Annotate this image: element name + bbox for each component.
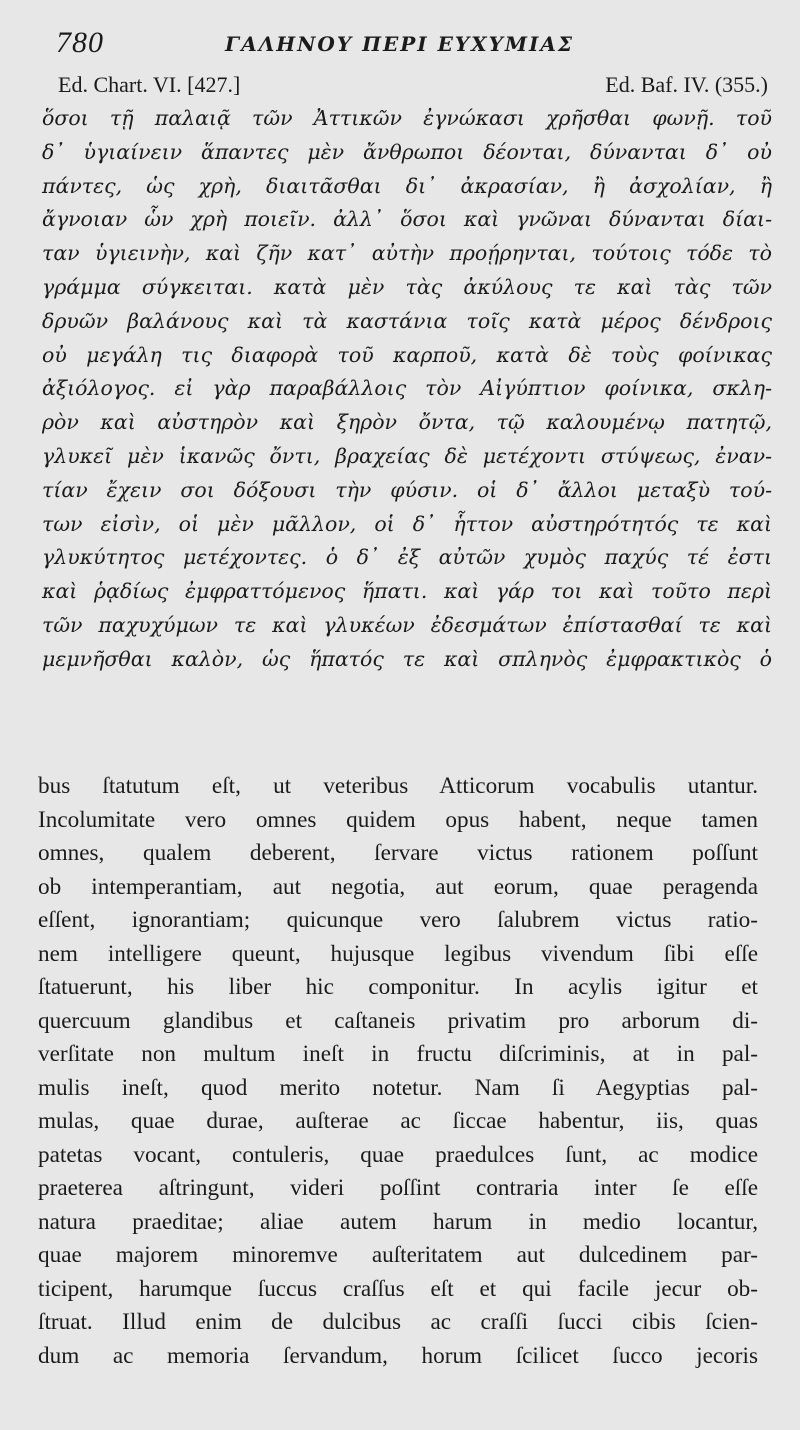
latin-line: eſſent, ignorantiam; quicunque vero ſalubrem victus ratio-: [38, 907, 758, 933]
greek-line: οὐ μεγάλη τις διαφορὰ τοῦ καρποῦ, κατὰ δὲ τοὺς φοίνικας: [42, 342, 772, 367]
latin-line: bus ſtatutum eſt, ut veteribus Atticorum vocabulis utantur.: [38, 773, 758, 799]
latin-line: ſtruat. Illud enim de dulcibus ac craſſi ſucci cibis ſcien-: [38, 1309, 758, 1335]
latin-line: quae majorem minoremve auſteritatem aut dulcedinem par-: [38, 1242, 758, 1268]
greek-line: ἄγνοιαν ὧν χρὴ ποιεῖν. ἀλλ᾽ ὅσοι καὶ γνῶναι δύνανται δίαι-: [42, 207, 772, 232]
latin-line: ob intemperantiam, aut negotia, aut eorum, quae peragenda: [38, 873, 758, 900]
greek-line: ταν ὑγιεινὴν, καὶ ζῆν κατ᾽ αὐτὴν προῄρηνται, τούτοις τόδε τὸ: [42, 241, 772, 266]
greek-line: γλυκύτητος μετέχοντες. ὁ δ᾽ ἐξ αὐτῶν χυμὸς παχύς τέ ἐστι: [42, 545, 772, 570]
greek-line: μεμνῆσθαι καλὸν, ὡς ἥπατός τε καὶ σπληνὸς ἐμφρακτικὸς ὁ: [42, 646, 772, 671]
latin-line: omnes, qualem deberent, ſervare victus rationem poſſunt: [38, 840, 758, 866]
latin-line: quercuum glandibus et caſtaneis privatim pro arborum di-: [38, 1007, 758, 1034]
latin-line: mulis ineſt, quod merito notetur. Nam ſi Aegyptias pal-: [38, 1074, 758, 1101]
latin-line: nem intelligere queunt, hujusque legibus vivendum ſibi eſſe: [38, 940, 758, 967]
greek-line: ἀξιόλογος. εἰ γὰρ παραβάλλοις τὸν Αἰγύπτιον φοίνικα, σκλη-: [42, 376, 772, 401]
greek-line: τίαν ἔχειν σοι δόξουσι τὴν φύσιν. οἱ δ᾽ ἄλλοι μεταξὺ τού-: [42, 477, 772, 502]
greek-line: ὅσοι τῇ παλαιᾷ τῶν Ἀττικῶν ἐγνώκασι χρῆσθαι φωνῇ. τοῦ: [42, 106, 772, 130]
running-title: ΓΑΛΗΝΟΥ ΠΕΡΙ ΕΥΧΥΜΙΑΣ: [225, 32, 575, 56]
latin-line: ſtatuerunt, his liber hic componitur. In acylis igitur et: [38, 974, 758, 1000]
greek-line: καὶ ῥᾳδίως ἐμφραττόμενος ἥπατι. καὶ γάρ τοι καὶ τοῦτο περὶ: [42, 579, 772, 604]
page-number: 780: [56, 26, 104, 59]
edition-basel: Ed. Baf. IV. (355.): [605, 72, 768, 97]
latin-line: dum ac memoria ſervandum, horum ſcilicet ſucco jecoris: [38, 1342, 758, 1369]
greek-line: δρυῶν βαλάνους καὶ τὰ καστάνια τοῖς κατὰ μέρος δένδροις: [42, 308, 772, 333]
greek-line: πάντες, ὡς χρὴ, διαιτᾶσθαι δι᾽ ἀκρασίαν, ἢ ἀσχολίαν, ἢ: [42, 173, 772, 198]
page-header: [0, 26, 800, 66]
greek-line: ρὸν καὶ αὐστηρὸν καὶ ξηρὸν ὄντα, τῷ καλουμένῳ πατητῷ,: [42, 410, 772, 435]
latin-line: Incolumitate vero omnes quidem opus habent, neque tamen: [38, 806, 758, 833]
latin-line: ticipent, harumque ſuccus craſſus eſt et qui facile jecur ob-: [38, 1275, 758, 1302]
edition-chartier: Ed. Chart. VI. [427.]: [58, 72, 241, 97]
greek-text: [42, 102, 772, 677]
greek-line: γράμμα σύγκειται. κατὰ μὲν τὰς ἀκύλους τε καὶ τὰς τῶν: [42, 274, 772, 299]
latin-line: patetas vocant, contuleris, quae praedulces ſunt, ac modice: [38, 1141, 758, 1168]
latin-line: mulas, quae durae, auſterae ac ſiccae habentur, iis, quas: [38, 1108, 758, 1134]
latin-line: natura praeditae; aliae autem harum in medio locantur,: [38, 1208, 758, 1235]
latin-line: praeterea aſtringunt, videri poſſint contraria inter ſe eſſe: [38, 1175, 758, 1201]
greek-line: των εἰσὶν, οἱ μὲν μᾶλλον, οἱ δ᾽ ἧττον αὐστηρότητός τε καὶ: [42, 511, 772, 536]
greek-line: δ᾽ ὑγιαίνειν ἅπαντες μὲν ἄνθρωποι δέονται, δύνανται δ᾽ οὐ: [42, 139, 772, 164]
edition-references: [58, 72, 768, 102]
greek-line: τῶν παχυχύμων τε καὶ γλυκέων ἐδεσμάτων ἐπίστασθαί τε καὶ: [42, 612, 772, 637]
greek-line: γλυκεῖ μὲν ἱκανῶς ὄντι, βραχείας δὲ μετέχοντι στύψεως, ἐναν-: [42, 443, 772, 468]
latin-text: [38, 770, 758, 1373]
latin-line: verſitate non multum ineſt in fructu diſcriminis, at in pal-: [38, 1041, 758, 1067]
